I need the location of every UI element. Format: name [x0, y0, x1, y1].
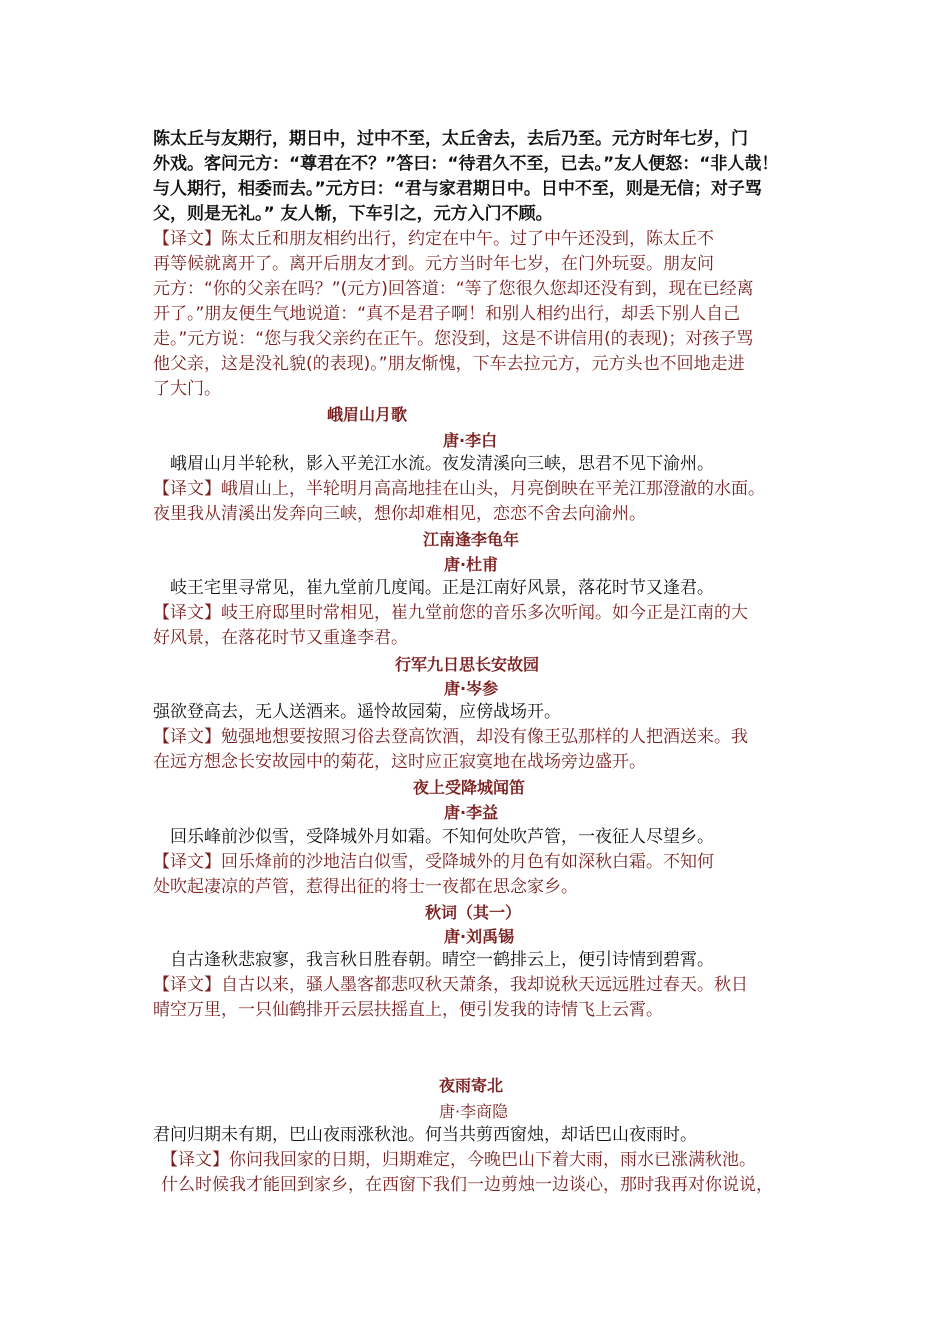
poem-translation-line: 什么时候我才能回到家乡，在西窗下我们一边剪烛一边谈心，那时我再对你说说，	[161, 1175, 773, 1195]
poem-title: 峨眉山月歌	[327, 405, 408, 424]
story-line: 父，则是无礼。” 友人惭，下车引之，元方入门不顾。	[153, 204, 553, 224]
story-line: 与人期行，相委而去。”元方曰：“君与家君期日中。日中不至，则是无信；对子骂	[153, 179, 762, 199]
poem-text: 回乐峰前沙似雪，受降城外月如霜。不知何处吹芦管，一夜征人尽望乡。	[153, 827, 714, 847]
poem-title: 夜上受降城闻笛	[413, 778, 526, 797]
poem-title: 秋词（其一）	[425, 903, 522, 922]
poem-translation-line: 晴空万里，一只仙鹤排开云层扶摇直上，便引发我的诗情飞上云霄。	[153, 1000, 663, 1020]
poem-translation-line: 【译文】岐王府邸里时常相见，崔九堂前您的音乐多次听闻。如今正是江南的大	[153, 603, 748, 623]
poem-translation-line: 【译文】勉强地想要按照习俗去登高饮酒，却没有像王弘那样的人把酒送来。我	[153, 727, 748, 747]
poem-author: 唐·刘禹锡	[444, 927, 515, 946]
story-translation-line: 再等候就离开了。离开后朋友才到。元方当时年七岁，在门外玩耍。朋友问	[153, 254, 714, 274]
poem-translation-line: 夜里我从清溪出发奔向三峡，想你却难相见，恋恋不舍去向渝州。	[153, 504, 646, 524]
story-translation-line: 开了。”朋友便生气地说道：“真不是君子啊！和别人相约出行，却丢下别人自己	[153, 304, 741, 324]
story-translation-line: 走。”元方说：“您与我父亲约在正午。您没到，这是不讲信用(的表现)；对孩子骂	[153, 329, 754, 349]
poem-translation-line: 【译文】峨眉山上，半轮明月高高地挂在山头，月亮倒映在平羌江那澄澈的水面。	[153, 479, 765, 499]
poem-translation-line: 【译文】自古以来，骚人墨客都悲叹秋天萧条，我却说秋天远远胜过春天。秋日	[153, 975, 748, 995]
poem-title: 江南逢李龟年	[423, 530, 520, 549]
story-translation-line: 元方：“你的父亲在吗？”(元方)回答道：“等了您很久您却还没有到，现在已经离	[153, 279, 754, 299]
poem-translation-line: 处吹起凄凉的芦管，惹得出征的将士一夜都在思念家乡。	[153, 877, 578, 897]
story-translation-line: 他父亲，这是没礼貌(的表现)。”朋友惭愧，下车去拉元方，元方头也不回地走进	[153, 354, 745, 374]
poem-author: 唐·李益	[444, 803, 499, 822]
poem-translation-line: 在远方想念长安故园中的菊花，这时应正寂寞地在战场旁边盛开。	[153, 752, 646, 772]
poem-text: 君问归期未有期，巴山夜雨涨秋池。何当共剪西窗烛，却话巴山夜雨时。	[153, 1125, 697, 1145]
poem-translation-line: 【译文】你问我回家的日期，归期难定，今晚巴山下着大雨，雨水已涨满秋池。	[161, 1150, 756, 1170]
poem-text: 岐王宅里寻常见，崔九堂前几度闻。正是江南好风景，落花时节又逢君。	[153, 578, 714, 598]
poem-text: 强欲登高去，无人送酒来。遥怜故园菊，应傍战场开。	[153, 702, 561, 722]
poem-translation-line: 【译文】回乐烽前的沙地洁白似雪，受降城外的月色有如深秋白霜。不知何	[153, 852, 714, 872]
poem-translation-line: 好风景，在落花时节又重逢李君。	[153, 628, 408, 648]
story-translation-line: 【译文】陈太丘和朋友相约出行，约定在中午。过了中午还没到，陈太丘不	[153, 229, 714, 249]
story-line: 外戏。客问元方：“尊君在不？”答曰：“待君久不至，已去。”友人便怒：“非人哉！	[153, 154, 779, 174]
poem-author: 唐·李商隐	[439, 1102, 509, 1121]
poem-author: 唐·李白	[443, 431, 498, 450]
poem-author: 唐·杜甫	[444, 555, 499, 574]
poem-title: 夜雨寄北	[439, 1076, 504, 1095]
story-translation-line: 了大门。	[153, 379, 221, 399]
poem-title: 行军九日思长安故园	[395, 655, 540, 674]
poem-text: 峨眉山月半轮秋，影入平羌江水流。夜发清溪向三峡，思君不见下渝州。	[153, 454, 714, 474]
poem-text: 自古逢秋悲寂寥，我言秋日胜春朝。晴空一鹤排云上，便引诗情到碧霄。	[153, 950, 714, 970]
poem-author: 唐·岑参	[444, 679, 499, 698]
story-line: 陈太丘与友期行，期日中，过中不至，太丘舍去，去后乃至。元方时年七岁，门	[153, 129, 748, 149]
